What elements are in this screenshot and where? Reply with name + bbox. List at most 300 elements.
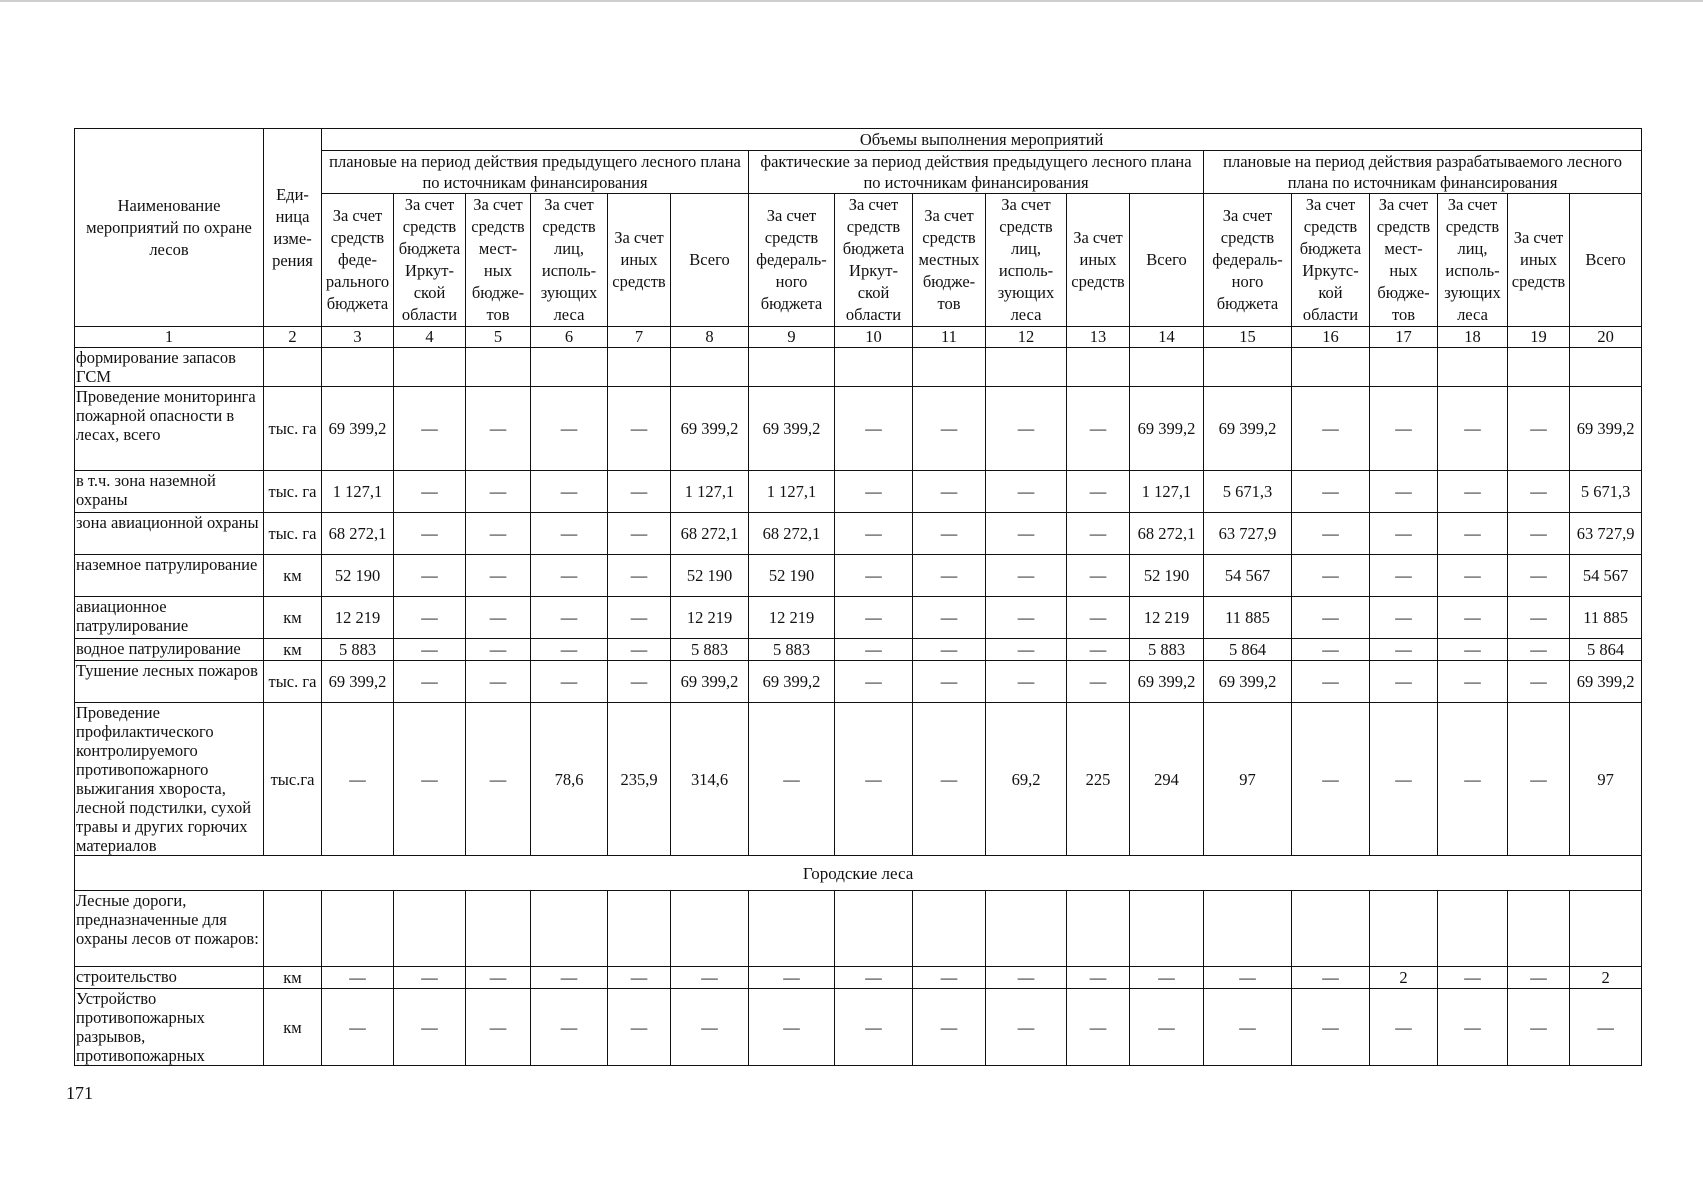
table-cell: —	[1067, 387, 1130, 471]
table-cell	[1570, 348, 1642, 387]
table-cell: 68 272,1	[1130, 513, 1204, 555]
table-cell: —	[1204, 989, 1292, 1066]
table-cell	[1570, 891, 1642, 967]
table-cell: —	[986, 471, 1067, 513]
column-number-row	[75, 327, 1642, 348]
table-cell: 97	[1570, 703, 1642, 856]
table-cell: —	[466, 387, 531, 471]
table-cell: —	[1292, 639, 1370, 661]
table-cell: —	[1292, 989, 1370, 1066]
table-cell: —	[835, 703, 913, 856]
column-number: 12	[986, 327, 1067, 348]
column-number: 10	[835, 327, 913, 348]
table-cell: 11 885	[1204, 597, 1292, 639]
table-cell: —	[1067, 555, 1130, 597]
column-number: 17	[1370, 327, 1438, 348]
page-number: 171	[66, 1083, 93, 1103]
table-cell: —	[608, 661, 671, 703]
table-cell: —	[608, 989, 671, 1066]
row-unit: тыс. га	[264, 513, 322, 555]
table-cell: 12 219	[1130, 597, 1204, 639]
table-cell: 5 864	[1204, 639, 1292, 661]
column-number: 6	[531, 327, 608, 348]
table-cell: —	[1292, 661, 1370, 703]
table-cell: 2	[1570, 967, 1642, 989]
subcolumn-header: Всего	[1130, 194, 1204, 327]
table-cell: 12 219	[322, 597, 394, 639]
table-cell: —	[394, 597, 466, 639]
table-cell: —	[466, 639, 531, 661]
table-cell: —	[749, 703, 835, 856]
table-cell	[1067, 891, 1130, 967]
subcolumn-header: За счет средств бюджета Иркут-ской области	[394, 194, 466, 327]
table-cell: —	[1570, 989, 1642, 1066]
table-cell: —	[913, 555, 986, 597]
table-cell: —	[608, 387, 671, 471]
table-cell: —	[394, 555, 466, 597]
table-cell: —	[1438, 989, 1508, 1066]
column-number: 20	[1570, 327, 1642, 348]
row-name: водное патрулирование	[75, 639, 264, 661]
table-cell: —	[1067, 513, 1130, 555]
header-row-1	[75, 129, 1642, 151]
table-cell: —	[1292, 513, 1370, 555]
table-cell: 69 399,2	[671, 661, 749, 703]
subcolumn-header: За счет иных средств	[608, 194, 671, 327]
table-cell	[835, 891, 913, 967]
table-cell	[1292, 348, 1370, 387]
table-cell: —	[531, 661, 608, 703]
table-cell: —	[986, 597, 1067, 639]
table-cell: —	[1370, 703, 1438, 856]
table-cell	[749, 348, 835, 387]
table-cell: —	[466, 661, 531, 703]
table-cell: —	[1067, 661, 1130, 703]
row-unit: тыс.га	[264, 703, 322, 856]
table-cell	[394, 348, 466, 387]
table-cell	[608, 891, 671, 967]
table-cell	[1130, 348, 1204, 387]
table-cell: —	[394, 387, 466, 471]
table-cell: —	[394, 967, 466, 989]
table-cell: —	[1508, 639, 1570, 661]
subcolumn-header: За счет средств лиц, исполь-зующих леса	[1438, 194, 1508, 327]
forest-protection-table	[74, 128, 1642, 1066]
table-cell: —	[1508, 597, 1570, 639]
column-number: 18	[1438, 327, 1508, 348]
table-cell: —	[1438, 471, 1508, 513]
table-cell	[466, 891, 531, 967]
table-cell: —	[1370, 597, 1438, 639]
table-cell: —	[986, 387, 1067, 471]
row-name: строительство	[75, 967, 264, 989]
row-unit: км	[264, 967, 322, 989]
column-header-volumes: Объемы выполнения мероприятий	[322, 129, 1642, 151]
table-cell: —	[1508, 661, 1570, 703]
table-cell: 1 127,1	[749, 471, 835, 513]
table-cell	[1508, 348, 1570, 387]
table-cell: —	[1438, 513, 1508, 555]
table-cell: 12 219	[749, 597, 835, 639]
table-row	[75, 597, 1642, 639]
table-cell	[749, 891, 835, 967]
table-cell: —	[466, 471, 531, 513]
table-cell: —	[671, 967, 749, 989]
table-cell: 2	[1370, 967, 1438, 989]
table-cell: 69,2	[986, 703, 1067, 856]
row-name: Тушение лесных пожаров	[75, 661, 264, 703]
column-number: 5	[466, 327, 531, 348]
table-cell	[466, 348, 531, 387]
table-cell: 68 272,1	[671, 513, 749, 555]
table-cell: 52 190	[1130, 555, 1204, 597]
table-cell: —	[913, 989, 986, 1066]
section-row	[75, 856, 1642, 891]
column-number: 11	[913, 327, 986, 348]
column-header-unit: Еди-ница изме-рения	[264, 129, 322, 327]
row-unit: км	[264, 555, 322, 597]
row-name: наземное патрулирование	[75, 555, 264, 597]
table-cell: 69 399,2	[1130, 661, 1204, 703]
table-cell: —	[394, 703, 466, 856]
table-cell: 314,6	[671, 703, 749, 856]
table-row	[75, 555, 1642, 597]
table-cell: —	[1370, 555, 1438, 597]
table-cell: 5 883	[322, 639, 394, 661]
column-number: 15	[1204, 327, 1292, 348]
table-cell: —	[913, 967, 986, 989]
group-header-1: плановые на период действия предыдущего лесного плана по источникам финансирования	[322, 151, 749, 194]
table-cell: —	[1130, 989, 1204, 1066]
table-cell: —	[986, 989, 1067, 1066]
table-row	[75, 661, 1642, 703]
table-cell: —	[1508, 989, 1570, 1066]
table-cell: —	[835, 967, 913, 989]
table-cell: 69 399,2	[749, 661, 835, 703]
column-number: 9	[749, 327, 835, 348]
table-cell: —	[322, 703, 394, 856]
table-cell: —	[466, 967, 531, 989]
column-number: 3	[322, 327, 394, 348]
table-cell: —	[835, 597, 913, 639]
table-cell: —	[466, 703, 531, 856]
table-cell: 52 190	[322, 555, 394, 597]
subcolumn-header: За счет иных средств	[1067, 194, 1130, 327]
table-cell	[1130, 891, 1204, 967]
table-cell: —	[835, 513, 913, 555]
table-cell: —	[986, 661, 1067, 703]
subcolumn-header: За счет средств лиц, исполь-зующих леса	[986, 194, 1067, 327]
page-top-rule	[0, 0, 1703, 2]
table-cell: 5 883	[749, 639, 835, 661]
table-cell: 63 727,9	[1204, 513, 1292, 555]
table-cell	[1204, 891, 1292, 967]
subcolumn-header: За счет средств мест-ных бюдже-тов	[1370, 194, 1438, 327]
table-cell: —	[986, 555, 1067, 597]
table-cell: 11 885	[1570, 597, 1642, 639]
row-unit: км	[264, 597, 322, 639]
table-cell: 5 671,3	[1204, 471, 1292, 513]
table-cell: —	[531, 387, 608, 471]
subcolumn-header: За счет иных средств	[1508, 194, 1570, 327]
table-cell: 5 671,3	[1570, 471, 1642, 513]
column-number: 19	[1508, 327, 1570, 348]
row-name: Устройство противопожарных разрывов, противопожарных	[75, 989, 264, 1066]
table-cell	[1508, 891, 1570, 967]
row-name: в т.ч. зона наземной охраны	[75, 471, 264, 513]
table-cell: 12 219	[671, 597, 749, 639]
table-cell: —	[1438, 967, 1508, 989]
table-cell	[835, 348, 913, 387]
table-cell: —	[531, 513, 608, 555]
table-cell: 54 567	[1570, 555, 1642, 597]
table-cell: —	[608, 471, 671, 513]
table-cell: —	[608, 597, 671, 639]
subcolumn-header: За счет средств феде-рального бюджета	[322, 194, 394, 327]
table-cell: —	[1508, 387, 1570, 471]
table-cell: 68 272,1	[749, 513, 835, 555]
table-cell	[1370, 348, 1438, 387]
table-cell: 294	[1130, 703, 1204, 856]
table-cell	[608, 348, 671, 387]
table-cell: 52 190	[749, 555, 835, 597]
table-cell: —	[531, 989, 608, 1066]
table-cell: —	[1292, 597, 1370, 639]
table-cell: —	[986, 513, 1067, 555]
table-cell: 97	[1204, 703, 1292, 856]
table-cell: 69 399,2	[1570, 387, 1642, 471]
table-cell: —	[986, 639, 1067, 661]
table-cell: 69 399,2	[1204, 387, 1292, 471]
table-cell: —	[835, 661, 913, 703]
table-cell	[671, 348, 749, 387]
table-cell: —	[1370, 513, 1438, 555]
group-header-2: фактические за период действия предыдущего лесного плана по источникам финансирования	[749, 151, 1204, 194]
table-cell: —	[1067, 989, 1130, 1066]
forest-protection-table-wrap	[74, 128, 1637, 1066]
table-cell: —	[1508, 471, 1570, 513]
table-cell: 52 190	[671, 555, 749, 597]
table-cell: 1 127,1	[322, 471, 394, 513]
row-unit	[264, 891, 322, 967]
table-cell	[394, 891, 466, 967]
table-cell: —	[394, 989, 466, 1066]
table-cell: —	[1438, 703, 1508, 856]
table-cell: 5 883	[1130, 639, 1204, 661]
table-cell: —	[913, 703, 986, 856]
row-name: Проведение профилактического контролируемого противопожарного выжигания хвороста, лесной подстилки, сухой травы и других горючих материалов	[75, 703, 264, 856]
table-cell: 69 399,2	[322, 387, 394, 471]
table-cell: 5 883	[671, 639, 749, 661]
table-cell: —	[394, 513, 466, 555]
table-cell: 225	[1067, 703, 1130, 856]
table-cell: 69 399,2	[1204, 661, 1292, 703]
table-cell: —	[1370, 471, 1438, 513]
table-cell: —	[1438, 597, 1508, 639]
column-number: 13	[1067, 327, 1130, 348]
row-unit: тыс. га	[264, 661, 322, 703]
table-row	[75, 967, 1642, 989]
table-cell: —	[1508, 555, 1570, 597]
group-header-3: плановые на период действия разрабатываемого лесного плана по источникам финансирования	[1204, 151, 1642, 194]
column-number: 4	[394, 327, 466, 348]
table-cell: —	[1370, 387, 1438, 471]
subcolumn-header: Всего	[671, 194, 749, 327]
table-cell: —	[531, 597, 608, 639]
table-cell: —	[1067, 597, 1130, 639]
table-cell: 1 127,1	[1130, 471, 1204, 513]
table-cell: —	[913, 513, 986, 555]
table-row	[75, 639, 1642, 661]
table-row	[75, 387, 1642, 471]
table-cell	[671, 891, 749, 967]
column-number: 1	[75, 327, 264, 348]
table-cell: —	[466, 513, 531, 555]
table-cell: 69 399,2	[749, 387, 835, 471]
table-cell: —	[394, 661, 466, 703]
table-cell: —	[1508, 967, 1570, 989]
table-cell: —	[531, 639, 608, 661]
table-cell: —	[1067, 471, 1130, 513]
column-number: 2	[264, 327, 322, 348]
column-number: 14	[1130, 327, 1204, 348]
table-cell: —	[835, 639, 913, 661]
table-cell: —	[1370, 989, 1438, 1066]
table-cell: 78,6	[531, 703, 608, 856]
row-name: авиационное патрулирование	[75, 597, 264, 639]
table-cell: —	[1067, 967, 1130, 989]
table-cell: —	[1438, 639, 1508, 661]
subcolumn-header: Всего	[1570, 194, 1642, 327]
subcolumn-header: За счет средств местных бюдже-тов	[913, 194, 986, 327]
subcolumn-header: За счет средств лиц, исполь-зующих леса	[531, 194, 608, 327]
subcolumn-header: За счет средств бюджета Иркутс-кой области	[1292, 194, 1370, 327]
column-header-name: Наименование мероприятий по охране лесов	[75, 129, 264, 327]
table-cell: —	[608, 513, 671, 555]
table-cell: —	[1067, 639, 1130, 661]
table-cell: —	[322, 989, 394, 1066]
row-name: Проведение мониторинга пожарной опасности в лесах, всего	[75, 387, 264, 471]
row-name: зона авиационной охраны	[75, 513, 264, 555]
table-cell: —	[835, 471, 913, 513]
table-row	[75, 891, 1642, 967]
table-row	[75, 989, 1642, 1066]
column-number: 16	[1292, 327, 1370, 348]
table-cell: —	[913, 661, 986, 703]
table-cell: —	[1508, 703, 1570, 856]
table-cell: —	[322, 967, 394, 989]
table-cell	[1292, 891, 1370, 967]
table-cell	[1204, 348, 1292, 387]
table-cell	[1438, 891, 1508, 967]
table-cell: 235,9	[608, 703, 671, 856]
table-cell: —	[1292, 967, 1370, 989]
table-cell: —	[1204, 967, 1292, 989]
row-unit	[264, 348, 322, 387]
table-cell	[1067, 348, 1130, 387]
table-cell: —	[1438, 661, 1508, 703]
subcolumn-header: За счет средств бюджета Иркут-ской области	[835, 194, 913, 327]
table-cell	[531, 348, 608, 387]
table-cell: —	[749, 989, 835, 1066]
table-cell	[322, 348, 394, 387]
table-cell: —	[835, 555, 913, 597]
table-row	[75, 471, 1642, 513]
table-cell: —	[608, 639, 671, 661]
table-cell: —	[1292, 555, 1370, 597]
table-cell: 5 864	[1570, 639, 1642, 661]
table-cell: —	[749, 967, 835, 989]
table-cell: 68 272,1	[322, 513, 394, 555]
table-cell	[1370, 891, 1438, 967]
table-cell	[913, 891, 986, 967]
column-number: 7	[608, 327, 671, 348]
table-cell: —	[531, 967, 608, 989]
table-cell: —	[913, 387, 986, 471]
table-cell: —	[1370, 639, 1438, 661]
table-cell: 69 399,2	[671, 387, 749, 471]
table-row	[75, 513, 1642, 555]
section-title: Городские леса	[75, 856, 1642, 891]
table-cell: —	[1292, 703, 1370, 856]
table-cell: —	[1370, 661, 1438, 703]
row-unit: тыс. га	[264, 387, 322, 471]
table-cell: —	[835, 989, 913, 1066]
subcolumn-header: За счет средств федераль-ного бюджета	[1204, 194, 1292, 327]
row-unit: тыс. га	[264, 471, 322, 513]
table-cell: 69 399,2	[322, 661, 394, 703]
table-cell: —	[466, 597, 531, 639]
table-cell: —	[394, 471, 466, 513]
table-cell: —	[608, 967, 671, 989]
table-cell: —	[986, 967, 1067, 989]
table-cell: 69 399,2	[1570, 661, 1642, 703]
table-cell: —	[1508, 513, 1570, 555]
table-cell	[531, 891, 608, 967]
row-name: формирование запасов ГСМ	[75, 348, 264, 387]
table-cell: —	[835, 387, 913, 471]
table-row	[75, 348, 1642, 387]
table-cell: —	[1292, 471, 1370, 513]
table-cell: —	[531, 555, 608, 597]
row-unit: км	[264, 639, 322, 661]
table-row	[75, 703, 1642, 856]
table-cell: —	[466, 555, 531, 597]
table-cell: 1 127,1	[671, 471, 749, 513]
table-cell	[986, 891, 1067, 967]
table-cell: —	[1438, 555, 1508, 597]
table-cell: —	[671, 989, 749, 1066]
table-cell: 54 567	[1204, 555, 1292, 597]
table-cell	[1438, 348, 1508, 387]
table-cell: 69 399,2	[1130, 387, 1204, 471]
table-cell: 63 727,9	[1570, 513, 1642, 555]
row-unit: км	[264, 989, 322, 1066]
table-cell	[322, 891, 394, 967]
table-cell: —	[913, 471, 986, 513]
column-number: 8	[671, 327, 749, 348]
subcolumn-header: За счет средств мест-ных бюдже-тов	[466, 194, 531, 327]
table-cell: —	[394, 639, 466, 661]
table-cell	[986, 348, 1067, 387]
table-cell: —	[608, 555, 671, 597]
table-cell: —	[1292, 387, 1370, 471]
table-cell: —	[913, 639, 986, 661]
table-cell: —	[1130, 967, 1204, 989]
subcolumn-header: За счет средств федераль-ного бюджета	[749, 194, 835, 327]
row-name: Лесные дороги, предназначенные для охраны лесов от пожаров:	[75, 891, 264, 967]
table-cell	[913, 348, 986, 387]
